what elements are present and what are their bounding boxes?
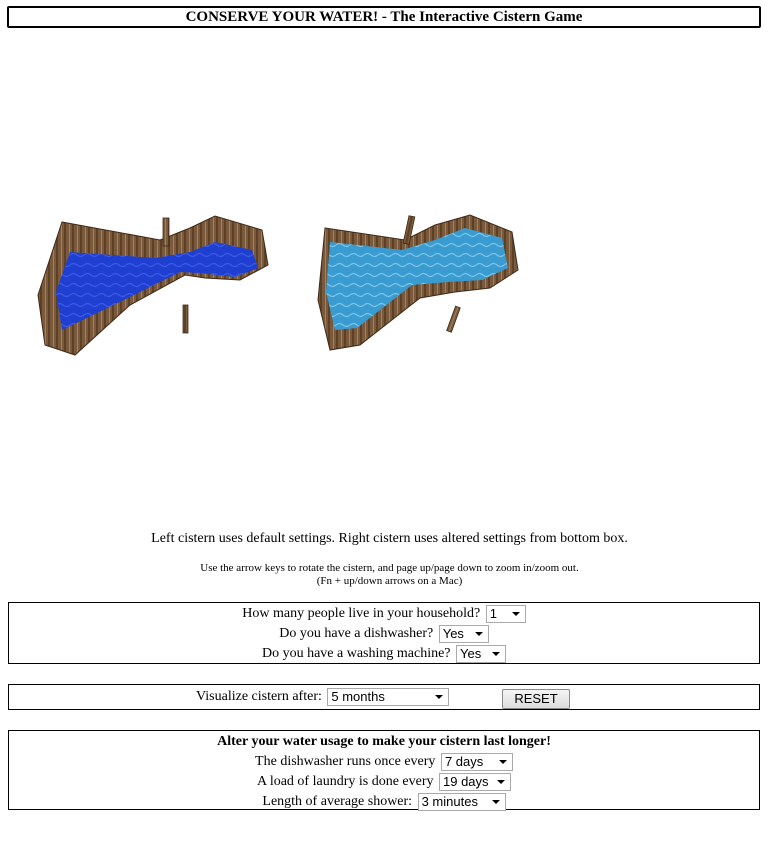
washer-label: Do you have a washing machine?: [261, 646, 451, 661]
laundry-frequency-select[interactable]: 19 days: [439, 773, 511, 791]
visualize-panel: [8, 684, 760, 710]
controls-help: Use the arrow keys to rotate the cistern, and page up/page down to zoom in/zoom out. (Fn + up/down arrows on a Mac): [200, 562, 579, 587]
reset-button[interactable]: RESET: [502, 689, 570, 709]
cistern-scene[interactable]: [0, 180, 779, 380]
chevron-down-icon: [512, 612, 520, 616]
usage-heading: Alter your water usage to make your cistern last longer!: [217, 734, 551, 749]
household-panel: [8, 602, 760, 664]
usage-panel: [8, 730, 760, 810]
shower-length-label: Length of average shower:: [262, 794, 413, 809]
right-cistern: [318, 215, 518, 350]
laundry-frequency-label: A load of laundry is done every: [256, 774, 434, 789]
chevron-down-icon: [492, 652, 500, 656]
chevron-down-icon: [492, 800, 500, 804]
people-select[interactable]: 1: [486, 605, 526, 623]
chevron-down-icon: [499, 760, 507, 764]
dishwasher-label: Do you have a dishwasher?: [279, 626, 434, 641]
people-label: How many people live in your household?: [242, 606, 481, 621]
chevron-down-icon: [475, 632, 483, 636]
dishwasher-frequency-label: The dishwasher runs once every: [255, 754, 436, 769]
washer-select[interactable]: Yes: [456, 645, 506, 663]
chevron-down-icon: [497, 780, 505, 784]
visualize-select[interactable]: 5 months: [327, 688, 449, 706]
shower-length-select[interactable]: 3 minutes: [418, 793, 506, 811]
chevron-down-icon: [435, 695, 443, 699]
page-title: CONSERVE YOUR WATER! - The Interactive Cistern Game: [8, 7, 760, 27]
dishwasher-select[interactable]: Yes: [439, 625, 489, 643]
cistern-caption: Left cistern uses default settings. Right cistern uses altered settings from bottom box.: [151, 531, 628, 546]
dishwasher-frequency-select[interactable]: 7 days: [441, 753, 513, 771]
left-cistern: [38, 216, 268, 355]
visualize-label: Visualize cistern after:: [196, 689, 322, 704]
